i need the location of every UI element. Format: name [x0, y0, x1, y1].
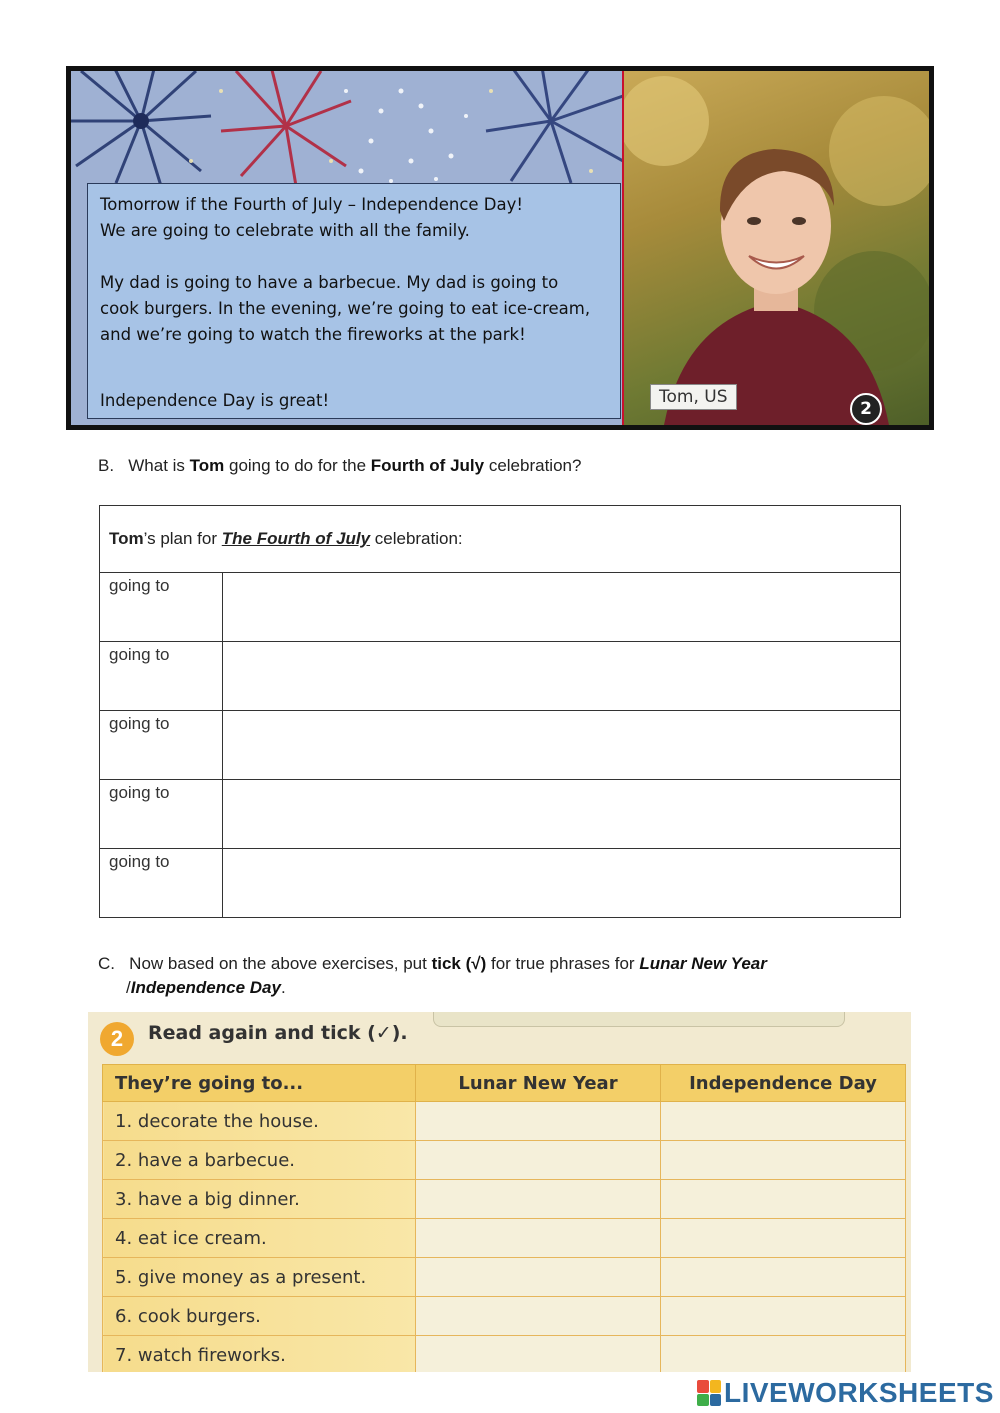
liveworksheets-logo[interactable]: [697, 1378, 994, 1408]
photo-caption: Tom, US: [650, 384, 737, 410]
table-row: [103, 1102, 906, 1141]
story-line: cook burgers. In the evening, we’re going to eat ice-cream,: [100, 299, 591, 318]
exercise-number-badge: 2: [100, 1022, 134, 1056]
question-text: going to do for the: [224, 456, 371, 475]
story-line: My dad is going to have a barbecue. My dad is going to: [100, 273, 559, 292]
exercise-title: Read again and tick (✓).: [148, 1022, 408, 1044]
table-row: [100, 849, 901, 918]
plan-header-event: The Fourth of July: [221, 529, 371, 548]
story-line: Tomorrow if the Fourth of July – Independence Day!: [100, 195, 523, 214]
plan-answer-field[interactable]: [223, 780, 901, 849]
question-text: for true phrases for: [486, 954, 640, 973]
column-header: They’re going to...: [103, 1065, 416, 1102]
boy-photo: [624, 71, 929, 425]
table-row: [100, 711, 901, 780]
phrase-cell: 3. have a big dinner.: [103, 1180, 416, 1219]
table-row: [100, 573, 901, 642]
tick-table: [102, 1064, 906, 1372]
column-header: Independence Day: [661, 1065, 906, 1102]
decorative-bar: [433, 1012, 845, 1027]
tick-box-independence[interactable]: [661, 1102, 906, 1141]
story-text-box: [87, 183, 621, 419]
tick-box-lunar[interactable]: [416, 1297, 661, 1336]
logo-icon: [697, 1380, 721, 1406]
table-row: [103, 1180, 906, 1219]
question-event: Lunar New Year: [639, 954, 767, 973]
table-row: [103, 1336, 906, 1373]
phrase-cell: 7. watch fireworks.: [103, 1336, 416, 1373]
question-marker: B.: [98, 456, 115, 475]
plan-header-text: celebration:: [370, 529, 463, 548]
plan-row-label: going to: [100, 711, 223, 780]
question-text: celebration?: [484, 456, 582, 475]
tick-box-lunar[interactable]: [416, 1141, 661, 1180]
column-header: Lunar New Year: [416, 1065, 661, 1102]
phrase-cell: 2. have a barbecue.: [103, 1141, 416, 1180]
tick-box-lunar[interactable]: [416, 1180, 661, 1219]
story-line: Independence Day is great!: [100, 391, 330, 410]
plan-answer-field[interactable]: [223, 711, 901, 780]
question-event: Independence Day: [130, 978, 281, 997]
tick-box-independence[interactable]: [661, 1141, 906, 1180]
question-b: [98, 456, 581, 476]
plan-answer-field[interactable]: [223, 573, 901, 642]
plan-row-label: going to: [100, 780, 223, 849]
tick-box-lunar[interactable]: [416, 1258, 661, 1297]
tick-box-independence[interactable]: [661, 1219, 906, 1258]
question-text: .: [280, 978, 286, 997]
tick-box-lunar[interactable]: [416, 1219, 661, 1258]
plan-answer-field[interactable]: [223, 642, 901, 711]
question-text: /: [126, 978, 131, 997]
question-c: [98, 952, 878, 1000]
photo-number-badge: 2: [850, 393, 882, 425]
plan-answer-field[interactable]: [223, 849, 901, 918]
table-row: [103, 1219, 906, 1258]
question-bold: tick (√): [431, 954, 487, 973]
phrase-cell: 6. cook burgers.: [103, 1297, 416, 1336]
logo-text: LIVEWORKSHEETS: [724, 1377, 994, 1408]
fireworks-illustration: [71, 71, 623, 425]
story-line: We are going to celebrate with all the family.: [100, 221, 470, 240]
story-line: and we’re going to watch the fireworks at the park!: [100, 325, 526, 344]
plan-header-text: ’s plan for: [143, 529, 222, 548]
table-row: [103, 1297, 906, 1336]
question-bold: Fourth of July: [370, 456, 485, 475]
table-row: [103, 1258, 906, 1297]
tick-box-independence[interactable]: [661, 1336, 906, 1373]
tick-table-header: [103, 1065, 906, 1102]
question-marker: C.: [98, 954, 115, 973]
question-text: What is: [128, 456, 190, 475]
tick-exercise-panel: [88, 1012, 911, 1372]
question-bold: Tom: [189, 456, 225, 475]
tick-box-independence[interactable]: [661, 1258, 906, 1297]
tick-box-independence[interactable]: [661, 1180, 906, 1219]
plan-row-label: going to: [100, 573, 223, 642]
plan-row-label: going to: [100, 642, 223, 711]
phrase-cell: 4. eat ice cream.: [103, 1219, 416, 1258]
plan-row-label: going to: [100, 849, 223, 918]
table-row: [100, 642, 901, 711]
plan-header-bold: Tom: [109, 529, 144, 548]
table-row: [103, 1141, 906, 1180]
tick-box-independence[interactable]: [661, 1297, 906, 1336]
plan-table-header: [100, 506, 901, 573]
tick-box-lunar[interactable]: [416, 1102, 661, 1141]
phrase-cell: 5. give money as a present.: [103, 1258, 416, 1297]
table-row: [100, 780, 901, 849]
phrase-cell: 1. decorate the house.: [103, 1102, 416, 1141]
plan-table: [99, 505, 901, 918]
tick-box-lunar[interactable]: [416, 1336, 661, 1373]
question-text: Now based on the above exercises, put: [129, 954, 432, 973]
story-panel: [66, 66, 934, 430]
